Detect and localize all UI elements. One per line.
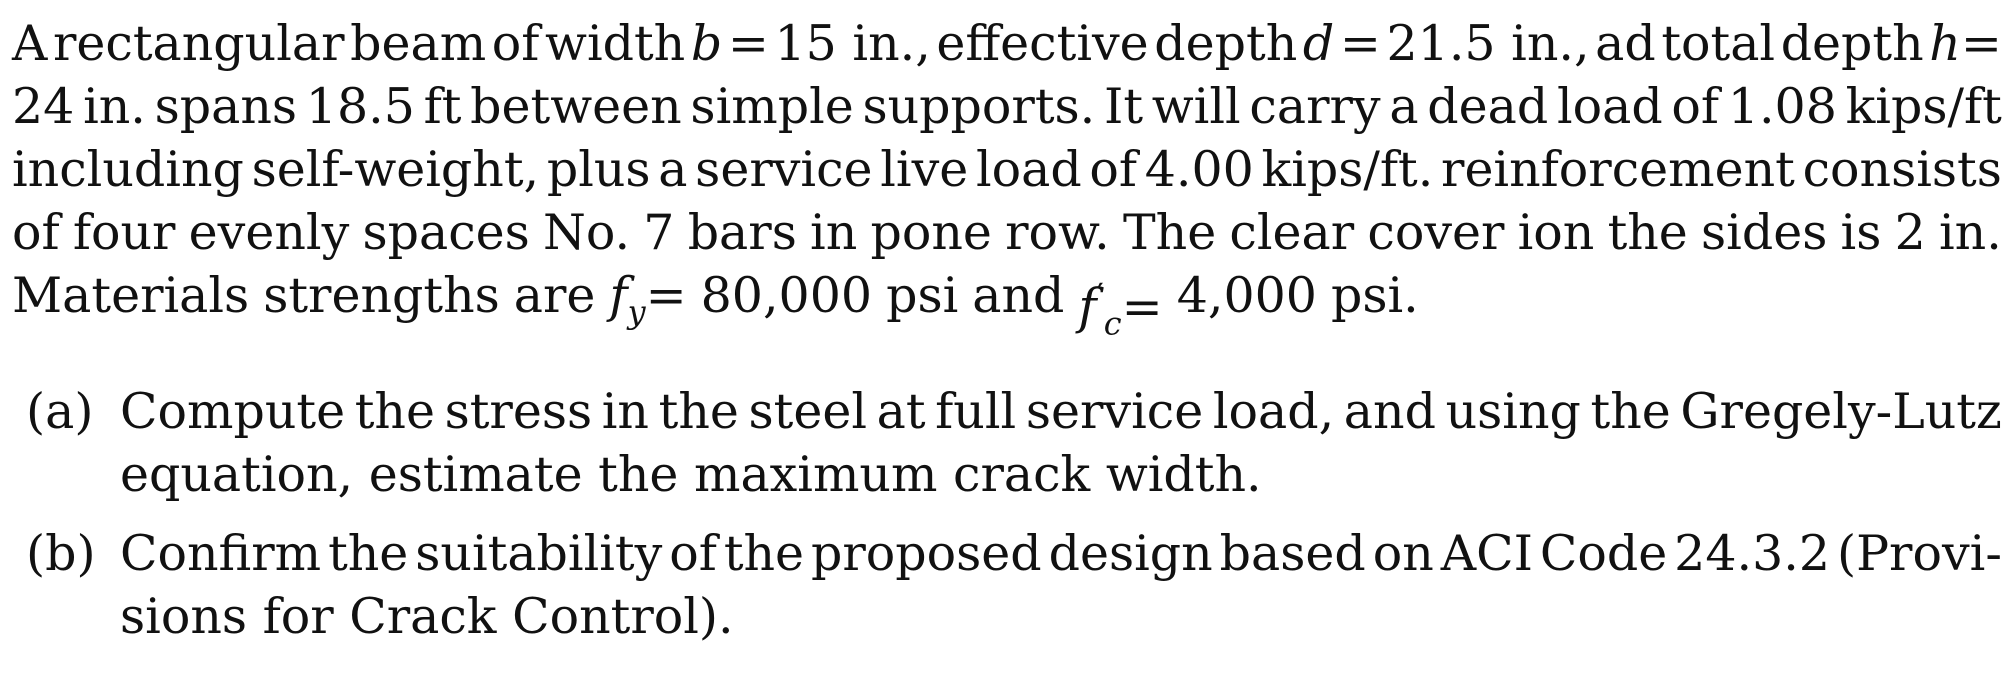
word: carry [1249,78,1381,135]
word: consists [1802,141,2002,198]
word: steel [748,383,868,440]
problem-statement [12,12,2002,343]
word: 4.00 [1144,141,1254,198]
word: a [658,141,688,198]
word: total [1661,15,1776,72]
item-line [120,443,2002,506]
word: beam [350,15,487,72]
item-text: equation, estimate the maximum crack width. [120,446,1262,503]
item-line [120,585,2002,648]
word: Code [1539,525,1668,582]
word: the [328,525,409,582]
word: (Provi- [1836,525,2002,582]
item-body [120,380,2002,506]
word: pone [870,204,992,261]
word: in [601,383,649,440]
word: the [658,383,739,440]
word: width [545,15,686,72]
word: in. [83,78,146,135]
word: on [1372,525,1434,582]
word: depth [1780,15,1924,72]
word: including [12,141,244,198]
word: of [1671,78,1720,135]
word: proposed [811,525,1042,582]
depth-value: 21.5 in., [1386,15,1590,72]
word: of [491,15,540,72]
statement-line-5 [12,264,2002,343]
word: the [1590,383,1671,440]
word: the [1607,204,1688,261]
word: cover [1367,204,1505,261]
concrete-strength-value: 4,000 [1176,267,1317,324]
statement-line-3 [12,138,2002,201]
c-subscript: c [1103,304,1122,343]
concrete-strength-symbol [1078,264,1163,343]
prime-mark: ′ [1096,276,1104,314]
yield-strength-value: 80,000 [700,267,873,324]
yield-strength-symbol [609,264,687,332]
word: No. [543,204,631,261]
word: effective [936,15,1149,72]
width-value: 15 in., [774,15,931,72]
word: using [1445,383,1581,440]
word: stress [444,383,593,440]
word: kips/ft. [1261,141,1434,198]
word: spans [154,78,298,135]
word: self-weight, [251,141,540,198]
word: the [723,525,805,582]
word: A [12,15,48,72]
word: will [1151,78,1241,135]
word: a [1389,78,1419,135]
word: strengths [263,267,500,324]
word: kips/ft [1845,78,2002,135]
statement-line-1 [12,12,2002,75]
equals-sign: = [645,267,687,324]
word: service [695,141,873,198]
item-line [120,380,2002,443]
total-depth-symbol: h= [1929,15,2002,72]
word: bars [687,204,797,261]
item-line [120,522,2002,585]
word: load [1556,78,1663,135]
word: spaces [362,204,530,261]
word: and [972,267,1065,324]
word: ft [423,78,462,135]
equals-sign: = [727,15,769,72]
word: in. [1938,204,2002,261]
word: of [1089,141,1138,198]
word: load, [1212,383,1335,440]
word: load [975,141,1082,198]
word: supports. [862,78,1096,135]
word: psi. [1330,267,1419,324]
depth-symbol: d [1302,15,1335,72]
question-list [0,380,2012,664]
word: clear [1229,204,1355,261]
word: 1.08 [1727,78,1837,135]
word: ad [1595,15,1656,72]
word: plus [546,141,651,198]
word: evenly [188,204,350,261]
word: full [935,383,1017,440]
word: 24.3.2 [1674,525,1831,582]
word: of [669,525,717,582]
item-text: sions for Crack Control). [120,588,734,645]
word: suitability [415,525,663,582]
word: 18.5 [305,78,415,135]
word: four [72,204,176,261]
word: 2 [1894,204,1926,261]
f-symbol: f [1078,278,1097,336]
word: and [1343,383,1436,440]
question-item-b [0,522,2012,648]
word: ACI [1440,525,1533,582]
word: service [1025,383,1204,440]
word: Gregely-Lutz [1680,383,2002,440]
word: the [354,383,435,440]
word: at [876,383,926,440]
item-label: (a) [26,383,94,440]
word: sides [1701,204,1828,261]
word: is [1840,204,1882,261]
word: reinforcement [1441,141,1795,198]
word: based [1219,525,1366,582]
f-symbol: f [609,267,628,324]
word: depth [1154,15,1298,72]
word: design [1048,525,1213,582]
word: between [470,78,682,135]
word: psi [886,267,959,324]
word: Compute [120,383,346,440]
word: live [880,141,969,198]
word: Confirm [120,525,322,582]
item-body [120,522,2002,648]
word: It [1103,78,1144,135]
word: Materials [12,267,250,324]
equals-sign: = [1339,15,1381,72]
word: ion [1517,204,1595,261]
item-label: (b) [26,525,96,582]
statement-line-2 [12,75,2002,138]
word: simple [690,78,854,135]
word: 24 [12,78,75,135]
word: row. [1005,204,1110,261]
word: of [12,204,60,261]
statement-line-4 [12,201,2002,264]
question-item-a [0,380,2012,506]
y-subscript: y [627,293,646,332]
word: dead [1427,78,1549,135]
equals-sign: = [1121,278,1163,336]
word: in [810,204,858,261]
word: are [513,267,596,324]
word: The [1122,204,1217,261]
word: 7 [643,204,675,261]
word: rectangular [52,15,345,72]
width-symbol: b [690,15,723,72]
